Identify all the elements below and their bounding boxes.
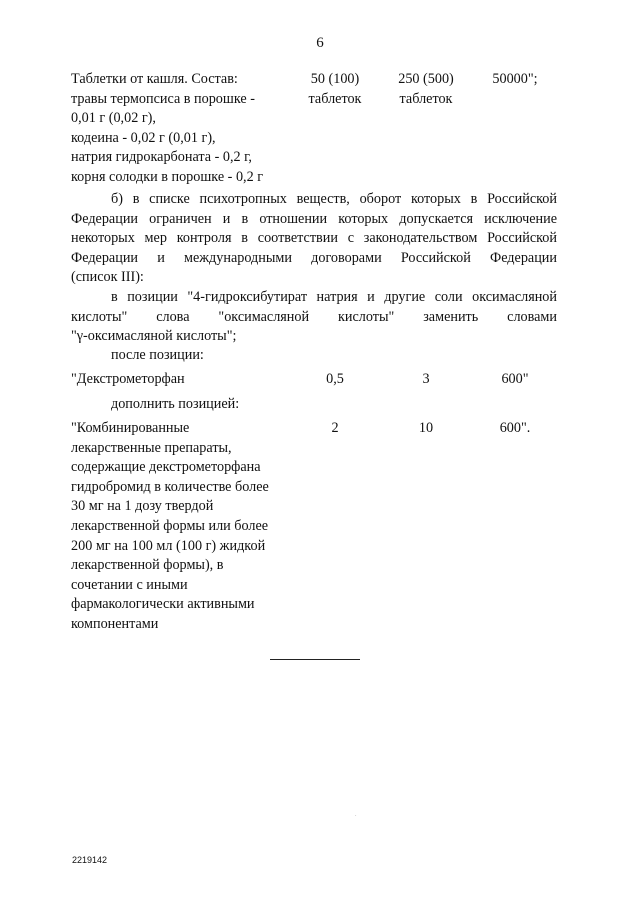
paragraph-position-line: кислоты" слова "оксимасляной кислоты" заменить словами xyxy=(71,308,557,325)
item1-name-line: корня солодки в порошке - 0,2 г xyxy=(71,168,264,185)
row-combo-name-line: 30 мг на 1 дозу твердой xyxy=(71,498,214,515)
item1-col1 xyxy=(300,70,370,109)
scan-dot: . xyxy=(355,812,357,818)
row-dextro-v1: 0,5 xyxy=(326,371,344,387)
row-combo-name-line: сочетании с иными xyxy=(71,576,188,593)
paragraph-b-line: (список III): xyxy=(71,269,144,286)
separator-line xyxy=(270,659,360,660)
item1-name-line: 0,01 г (0,02 г), xyxy=(71,110,156,127)
item1-col2-line: таблеток xyxy=(399,90,453,107)
item1-name-line: Таблетки от кашля. Состав: xyxy=(71,71,238,87)
row-dextro-v2: 3 xyxy=(422,371,430,387)
row-combo-v1: 2 xyxy=(331,420,339,436)
paragraph-b-line: б) в списке психотропных веществ, оборот которых в Российской xyxy=(111,191,557,207)
row-dextro-name: "Декстрометорфан xyxy=(71,371,185,387)
row-combo-v3: 600". xyxy=(499,420,531,436)
row-combo-name-line: лекарственной формы или более xyxy=(71,517,269,534)
item1-col3: 50000"; xyxy=(492,71,538,87)
row-dextro-v3: 600" xyxy=(501,371,529,387)
row-combo-name xyxy=(71,419,269,635)
paragraph-b-line: некоторых мер контроля в соответствии с законодательством Российской xyxy=(71,230,557,247)
paragraph-position-line: в позиции "4-гидроксибутират натрия и другие соли оксимасляной xyxy=(111,289,557,305)
row-combo-v2: 10 xyxy=(418,420,434,436)
item1-name xyxy=(71,70,263,188)
item1-col1-line: таблеток xyxy=(308,90,362,107)
row-combo-name-line: "Комбинированные xyxy=(71,420,190,436)
item1-name-line: натрия гидрокарбоната - 0,2 г, xyxy=(71,149,252,166)
item1-col2 xyxy=(388,70,464,109)
row-combo-name-line: лекарственной формы), в xyxy=(71,557,224,574)
item1-col1-line: 50 (100) xyxy=(310,71,360,87)
row-combo-name-line: гидробромид в количестве более xyxy=(71,478,269,495)
item1-col2-line: 250 (500) xyxy=(398,71,454,87)
row-combo-name-line: фармакологически активными xyxy=(71,596,255,613)
paragraph-position-line: "γ-оксимасляной кислоты"; xyxy=(71,328,237,345)
paragraph-position xyxy=(71,288,557,347)
paragraph-b-line: Федерации ограничен и в отношении которых допускается исключение xyxy=(71,210,557,227)
supplement-label: дополнить позицией: xyxy=(111,396,240,412)
page-number: 6 xyxy=(316,35,324,51)
after-position-label: после позиции: xyxy=(111,347,204,363)
row-combo-name-line: содержащие декстрометорфана xyxy=(71,459,261,476)
item1-name-line: травы термопсиса в порошке - xyxy=(71,90,255,107)
row-combo-name-line: 200 мг на 100 мл (100 г) жидкой xyxy=(71,537,266,554)
row-combo-name-line: компонентами xyxy=(71,615,159,632)
document-code: 2219142 xyxy=(72,855,108,865)
row-combo-name-line: лекарственные препараты, xyxy=(71,439,232,456)
paragraph-b-line: Федерации и международными договорами Российской Федерации xyxy=(71,249,557,266)
paragraph-b xyxy=(71,190,557,288)
item1-name-line: кодеина - 0,02 г (0,01 г), xyxy=(71,129,216,146)
